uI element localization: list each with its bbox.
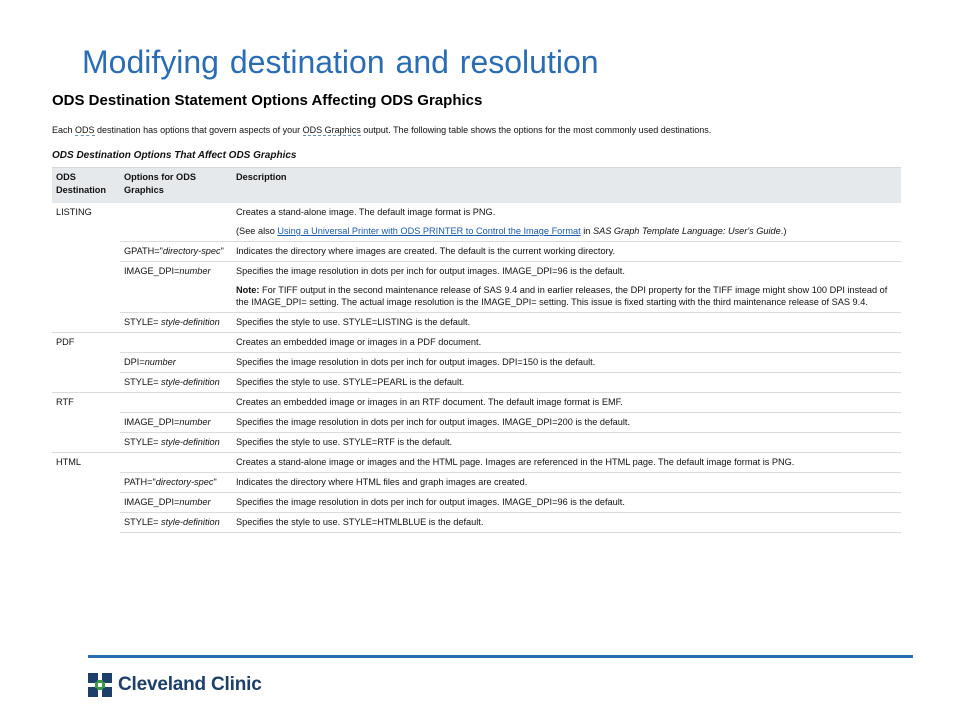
dest-listing: LISTING [56, 207, 92, 217]
description-cell: Indicates the directory where HTML files and graph images are created. [232, 473, 901, 493]
option-cell: GPATH="directory-spec" [120, 242, 232, 262]
table-row [52, 473, 901, 493]
ods-options-table [52, 167, 901, 533]
table-caption: ODS Destination Options That Affect ODS Graphics [52, 150, 297, 161]
table-row [52, 413, 901, 433]
universal-printer-link[interactable]: Using a Universal Printer with ODS PRINTER to Control the Image Format [277, 226, 581, 236]
intro-paragraph: Each ODS destination has options that govern aspects of your ODS Graphics output. The following table shows the options for the most commonly used destinations. [52, 125, 712, 135]
option-cell [120, 203, 232, 242]
table-row [52, 262, 901, 313]
ods-graphics-glossary-link[interactable]: ODS Graphics [302, 125, 361, 135]
description-cell: Specifies the image resolution in dots per inch for output images. IMAGE_DPI=96 is the default. Note: For TIFF output in the second maintenance release of SAS 9.4 and in earlier releases, the DPI property for the TIFF image might show 100 DPI instead of the IMAGE_DPI= setting. The actual image resolution is the IMAGE_DPI= setting. This issue is fixed starting with the third maintenance release of SAS 9.4. [232, 262, 901, 313]
description-cell: Specifies the image resolution in dots per inch for output images. IMAGE_DPI=96 is the default. [232, 493, 901, 513]
table-row [52, 373, 901, 393]
description-cell: Creates an embedded image or images in a PDF document. [232, 333, 901, 353]
tiff-note: Note: For TIFF output in the second maintenance release of SAS 9.4 and in earlier releases, the DPI property for the TIFF image might show 100 DPI instead of the IMAGE_DPI= setting. The actual image resolution is the IMAGE_DPI= setting. This issue is fixed starting with the third maintenance release of SAS 9.4. [236, 285, 888, 307]
description-cell: Specifies the style to use. STYLE=HTMLBLUE is the default. [232, 513, 901, 533]
table-header-row [52, 168, 901, 204]
table-row [52, 513, 901, 533]
option-cell: STYLE= style-definition [120, 373, 232, 393]
cleveland-clinic-logo [88, 672, 262, 698]
option-cell [120, 333, 232, 353]
description-cell: Creates a stand-alone image. The default image format is PNG. (See also Using a Universal Printer with ODS PRINTER to Control the Image Format in SAS Graph Template Language: User's Guide.) [232, 203, 901, 242]
document-excerpt [52, 92, 902, 533]
option-cell: PATH="directory-spec" [120, 473, 232, 493]
description-cell: Indicates the directory where images are created. The default is the current working directory. [232, 242, 901, 262]
logo-text: Cleveland Clinic [118, 674, 262, 695]
table-row [52, 393, 901, 413]
option-cell: IMAGE_DPI=number [120, 413, 232, 433]
table-row [52, 453, 901, 473]
option-cell: IMAGE_DPI=number [120, 493, 232, 513]
table-row [52, 433, 901, 453]
description-cell: Creates a stand-alone image or images and the HTML page. Images are referenced in the HTML page. The default image format is PNG. [232, 453, 901, 473]
ods-glossary-link[interactable]: ODS [75, 125, 95, 135]
description-cell: Creates an embedded image or images in an RTF document. The default image format is EMF. [232, 393, 901, 413]
description-cell: Specifies the style to use. STYLE=PEARL is the default. [232, 373, 901, 393]
table-row [52, 353, 901, 373]
table-row [52, 493, 901, 513]
option-cell: STYLE= style-definition [120, 513, 232, 533]
table-row [52, 242, 901, 262]
header-ods-destination: ODS Destination [52, 168, 120, 204]
table-row [52, 313, 901, 333]
description-cell: Specifies the style to use. STYLE=LISTING is the default. [232, 313, 901, 333]
table-row [52, 203, 901, 242]
option-cell: STYLE= style-definition [120, 433, 232, 453]
option-cell: DPI=number [120, 353, 232, 373]
dest-rtf: RTF [52, 393, 120, 453]
description-cell: Specifies the image resolution in dots per inch for output images. IMAGE_DPI=200 is the default. [232, 413, 901, 433]
table-row [52, 333, 901, 353]
description-cell: Specifies the style to use. STYLE=RTF is the default. [232, 433, 901, 453]
option-cell: IMAGE_DPI=number [120, 262, 232, 313]
slide-title: Modifying destination and resolution [82, 44, 599, 80]
dest-html: HTML [52, 453, 120, 533]
dest-pdf: PDF [52, 333, 120, 393]
header-description: Description [232, 168, 901, 204]
option-cell [120, 453, 232, 473]
document-heading: ODS Destination Statement Options Affecting ODS Graphics [52, 92, 483, 109]
option-cell: STYLE= style-definition [120, 313, 232, 333]
footer-divider [88, 655, 913, 658]
cleveland-clinic-cross-icon [88, 673, 112, 697]
description-cell: Specifies the image resolution in dots per inch for output images. DPI=150 is the default. [232, 353, 901, 373]
option-cell [120, 393, 232, 413]
header-options: Options for ODS Graphics [120, 168, 232, 204]
